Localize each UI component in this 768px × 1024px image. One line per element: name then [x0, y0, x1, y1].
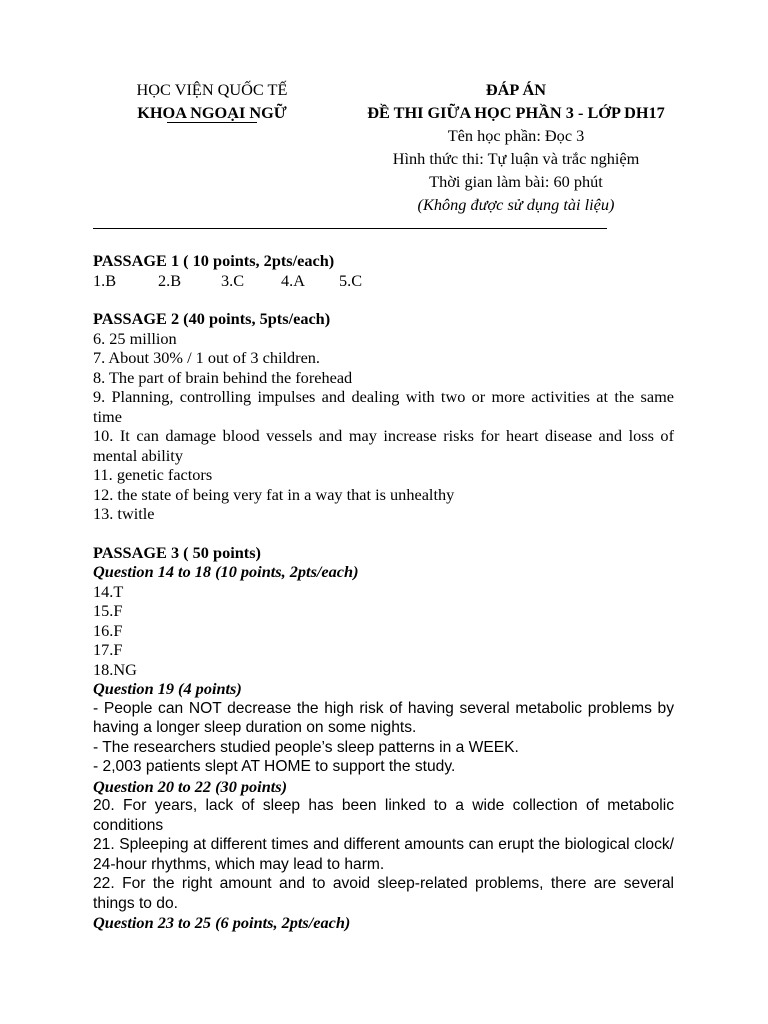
- answer-item: - 2,003 patients slept AT HOME to support the study.: [93, 758, 456, 775]
- answer-item: 6. 25 million: [93, 328, 177, 348]
- exam-format: Hình thức thi: Tự luận và trắc nghiệm: [392, 149, 640, 168]
- answer-item: 4.A: [281, 270, 305, 290]
- answer-item: - People can NOT decrease the high risk of having several metabolic problems by having a longer sleep duration on some nights.: [93, 699, 674, 736]
- answer-item: 17.F: [93, 640, 123, 659]
- answer-item: 5.C: [339, 270, 363, 290]
- answer-item: 14.T: [93, 581, 124, 601]
- passage2-heading: PASSAGE 2 (40 points, 5pts/each): [93, 309, 331, 328]
- answer-item: 13. twitle: [93, 504, 155, 523]
- answer-item: 21. Spleeping at different times and different amounts can erupt the biological clock/ 24-hour rhythms, which may lead to harm.: [93, 836, 674, 873]
- answer-item: 3.C: [221, 270, 245, 290]
- course-name: Tên học phần: Đọc 3: [447, 126, 585, 145]
- question-19-heading: Question 19 (4 points): [93, 679, 242, 698]
- doc-title: ĐÁP ÁN: [485, 80, 547, 99]
- answer-item: 12. the state of being very fat in a way that is unhealthy: [93, 484, 455, 504]
- exam-duration: Thời gian làm bài: 60 phút: [429, 172, 603, 191]
- question-23-25-heading: Question 23 to 25 (6 points, 2pts/each): [93, 913, 351, 932]
- question-14-18-heading: Question 14 to 18 (10 points, 2pts/each): [93, 562, 359, 581]
- exam-note: (Không được sử dụng tài liệu): [417, 195, 615, 214]
- answer-item: 9. Planning, controlling impulses and dealing with two or more activities at the same time: [93, 387, 674, 426]
- answer-item: 18.NG: [93, 659, 137, 679]
- header-right: [343, 78, 689, 216]
- answer-item: 7. About 30% / 1 out of 3 children.: [93, 348, 321, 367]
- passage1-answers: [93, 271, 674, 291]
- question-20-22-heading: Question 20 to 22 (30 points): [93, 776, 288, 796]
- passage1-heading: PASSAGE 1 ( 10 points, 2pts/each): [93, 251, 335, 270]
- answer-item: 1.B: [93, 270, 117, 290]
- answer-item: 20. For years, lack of sleep has been linked to a wide collection of metabolic conditions: [93, 797, 674, 834]
- answer-item: 2.B: [158, 270, 182, 290]
- faculty-name: KHOA NGOẠI NGỮ: [137, 103, 287, 122]
- institute-name: HỌC VIỆN QUỐC TẾ: [136, 80, 288, 99]
- header-left: [120, 78, 304, 123]
- answer-item: - The researchers studied people’s sleep patterns in a WEEK.: [93, 738, 519, 756]
- answer-item: 22. For the right amount and to avoid sleep-related problems, there are several things to do.: [93, 875, 674, 912]
- answer-item: 10. It can damage blood vessels and may increase risks for heart disease and loss of mental ability: [93, 426, 674, 465]
- header-left-divider: [167, 122, 257, 123]
- header-divider: [93, 228, 607, 229]
- answer-item: 11. genetic factors: [93, 465, 213, 484]
- answer-item: 15.F: [93, 601, 123, 620]
- passage3-heading: PASSAGE 3 ( 50 points): [93, 542, 261, 562]
- answer-item: 16.F: [93, 620, 123, 640]
- answer-content: [93, 251, 674, 933]
- exam-title: ĐỀ THI GIỮA HỌC PHẦN 3 - LỚP DH17: [367, 103, 665, 122]
- answer-item: 8. The part of brain behind the forehead: [93, 367, 353, 387]
